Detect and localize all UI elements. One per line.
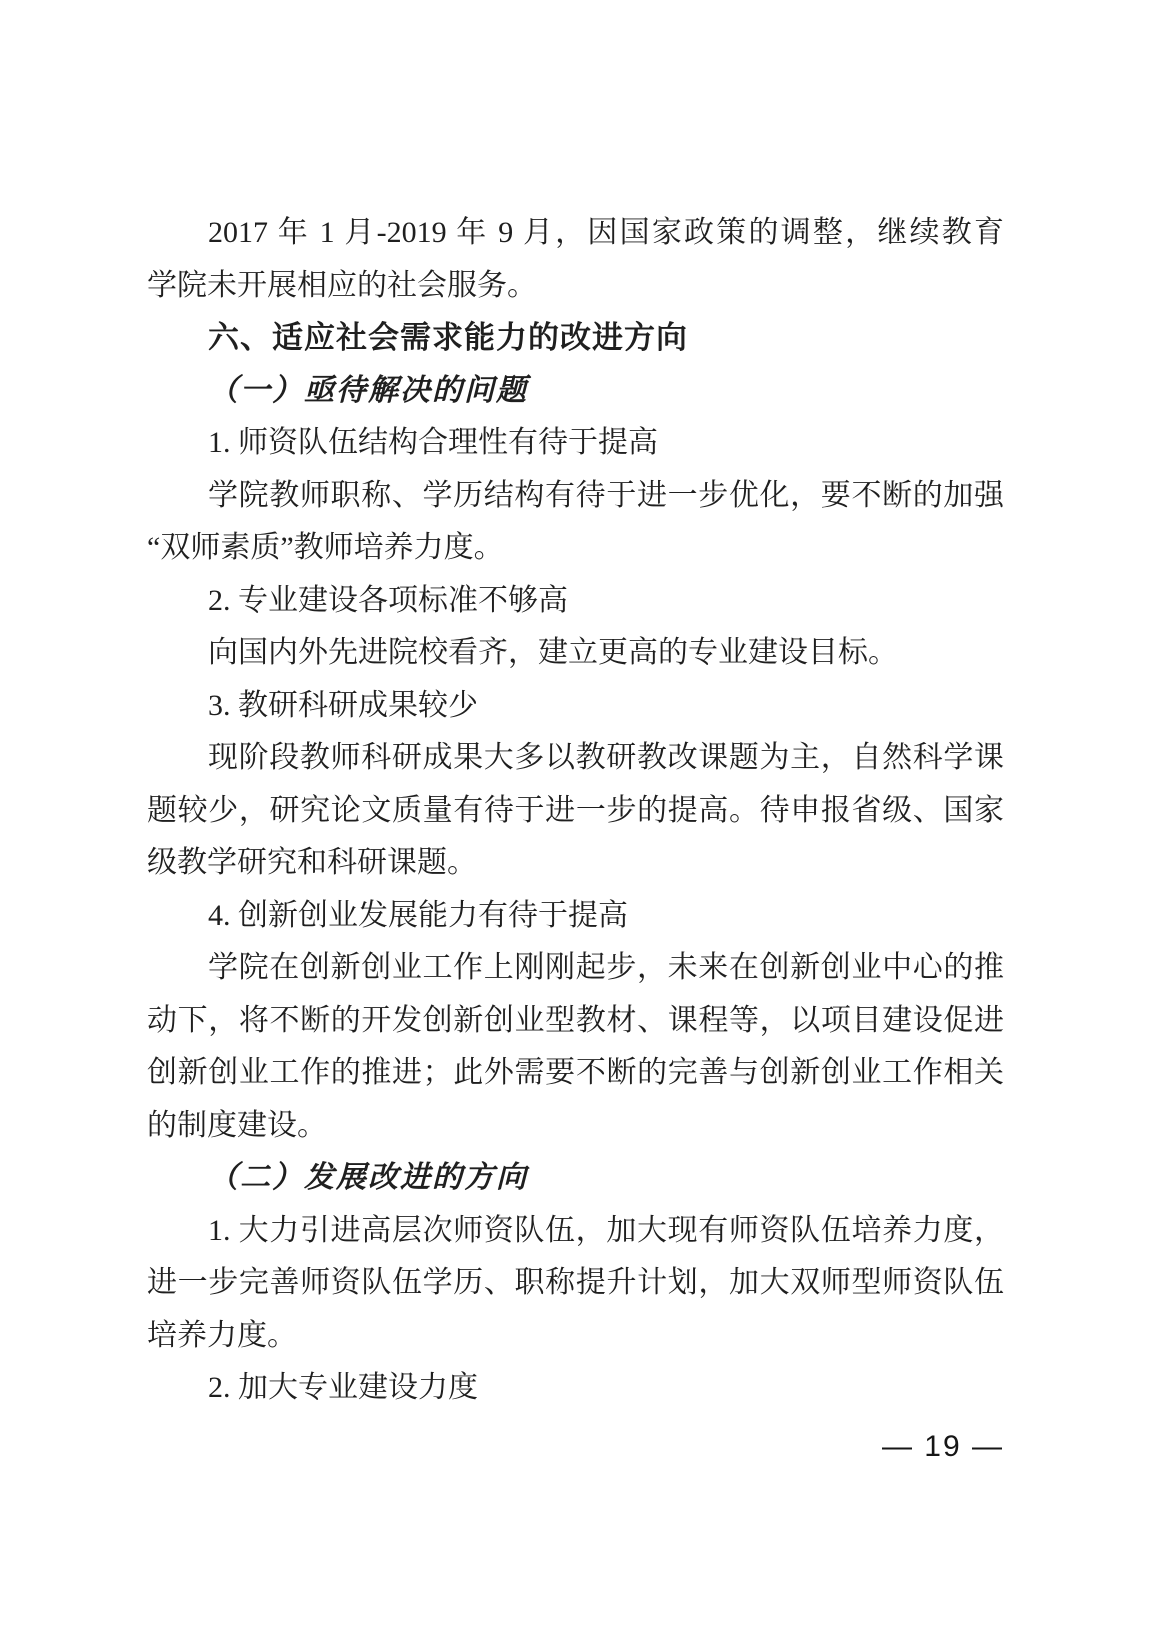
body-text-line: 的制度建设。 xyxy=(147,1108,327,1142)
body-text-line: 3. 教研科研成果较少 xyxy=(208,688,478,722)
body-text-line: 学院教师职称、学历结构有待于进一步优化，要不断的加强 xyxy=(208,478,1004,512)
body-text-line: 1. 大力引进高层次师资队伍，加大现有师资队伍培养力度， xyxy=(208,1213,1004,1247)
body-text-line: 培养力度。 xyxy=(147,1318,297,1352)
body-text-line: 进一步完善师资队伍学历、职称提升计划，加大双师型师资队伍 xyxy=(147,1266,1004,1299)
body-text-line: 级教学研究和科研课题。 xyxy=(147,846,477,879)
body-text-line: 动下，将不断的开发创新创业型教材、课程等，以项目建设促进 xyxy=(147,1003,1004,1037)
body-text-line: 向国内外先进院校看齐，建立更高的专业建设目标。 xyxy=(208,636,898,669)
section-heading: 六、适应社会需求能力的改进方向 xyxy=(208,320,688,355)
subsection-heading: （二）发展改进的方向 xyxy=(208,1160,528,1195)
body-text-line: 2017 年 1 月-2019 年 9 月，因国家政策的调整，继续教育 xyxy=(208,216,1004,249)
body-text-line: 2. 加大专业建设力度 xyxy=(208,1371,478,1404)
body-text-line: 2. 专业建设各项标准不够高 xyxy=(208,583,568,617)
body-text-line: 1. 师资队伍结构合理性有待于提高 xyxy=(208,426,658,459)
body-text-line: 题较少，研究论文质量有待于进一步的提高。待申报省级、国家 xyxy=(147,793,1004,827)
body-text-line: 4. 创新创业发展能力有待于提高 xyxy=(208,898,628,932)
page-number: — 19 — xyxy=(881,1430,1004,1463)
body-text-line: 学院在创新创业工作上刚刚起步，未来在创新创业中心的推 xyxy=(208,951,1004,984)
body-text-line: 现阶段教师科研成果大多以教研教改课题为主，自然科学课 xyxy=(208,741,1004,774)
body-text-line: 创新创业工作的推进；此外需要不断的完善与创新创业工作相关 xyxy=(147,1056,1004,1089)
document-body xyxy=(147,207,1004,1415)
body-text-line: 学院未开展相应的社会服务。 xyxy=(147,268,537,302)
body-text-line: “双师素质”教师培养力度。 xyxy=(147,531,504,564)
subsection-heading: （一）亟待解决的问题 xyxy=(208,372,528,408)
